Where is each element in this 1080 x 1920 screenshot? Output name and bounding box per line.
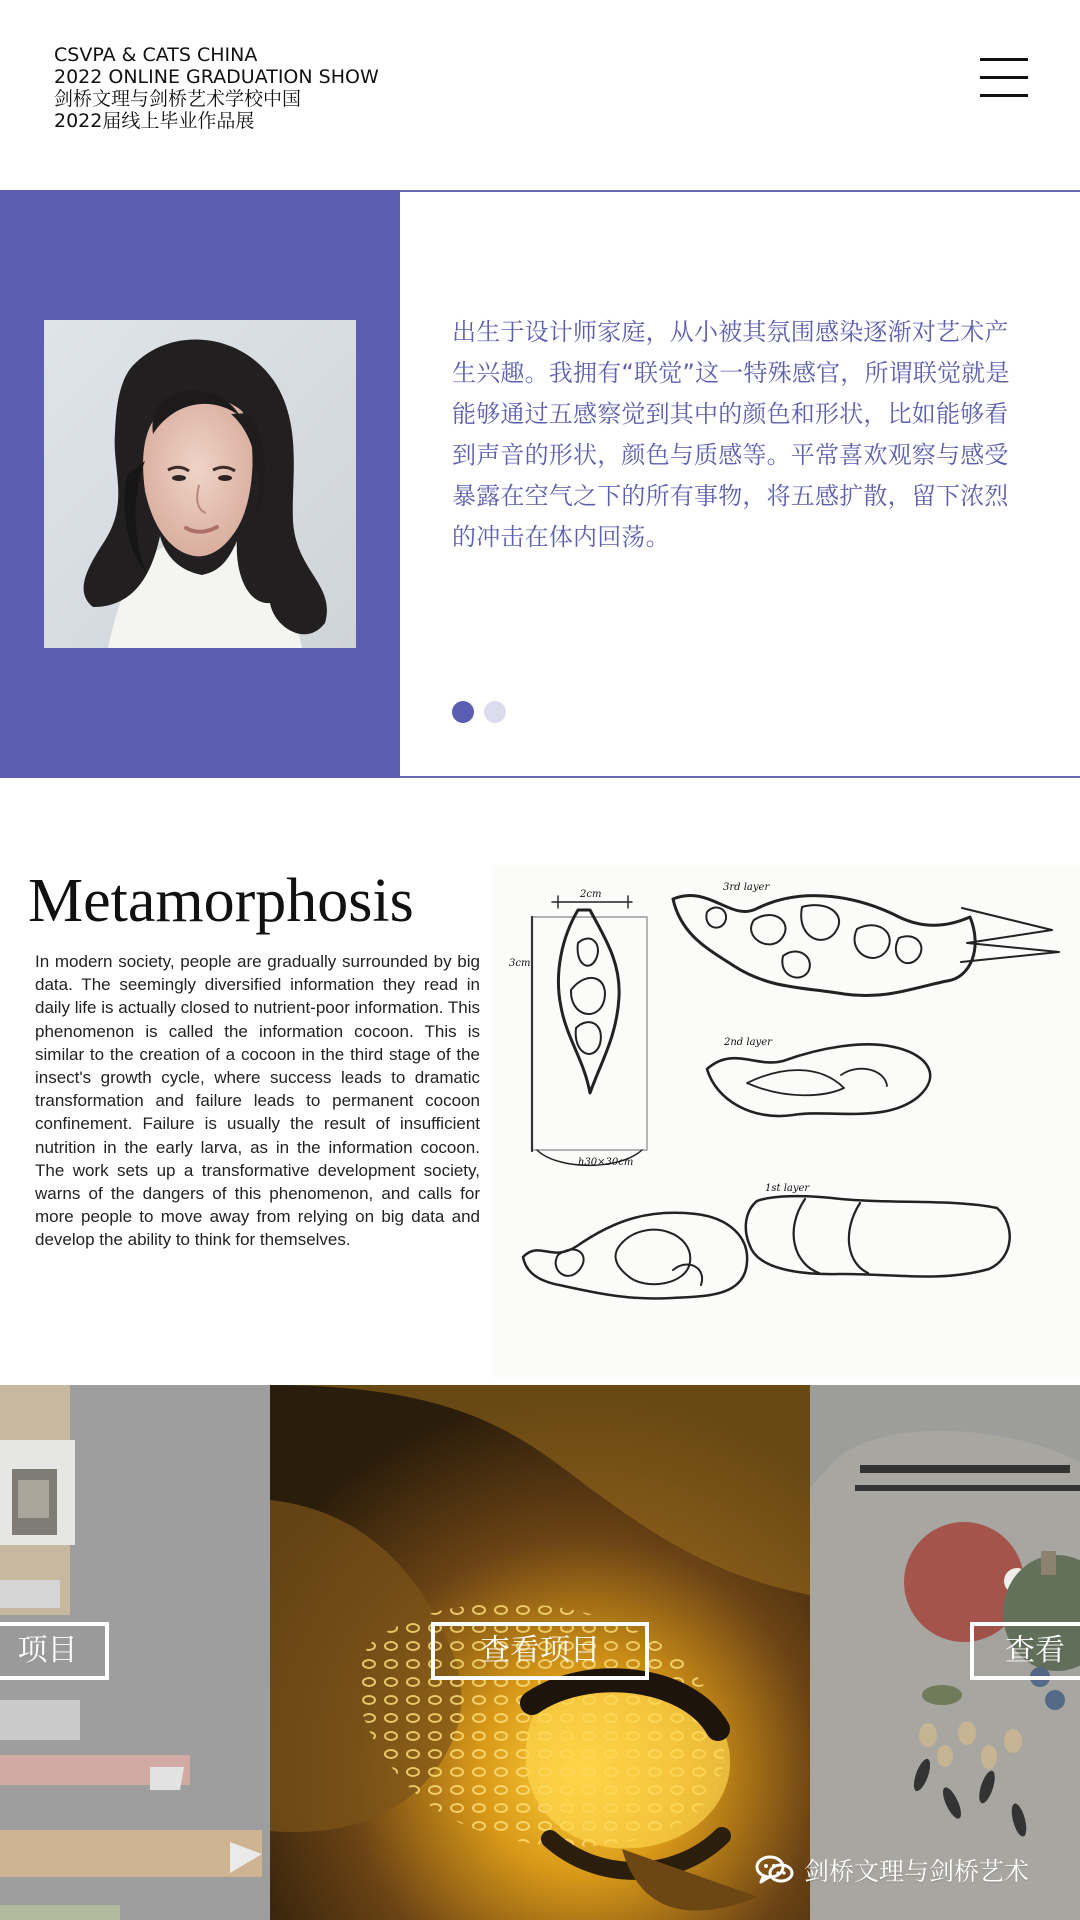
student-portrait [44,320,356,648]
project-card-center[interactable] [270,1385,810,1920]
sketch-note-vertical: 3cm [509,958,531,969]
sketch-note-bottom: h30×30cm [578,1157,634,1168]
brand-line-2: 2022 ONLINE GRADUATION SHOW [54,66,379,88]
sketch-note-top: 2cm [580,889,602,900]
sketch-drawing [492,865,1080,1377]
brand-line-1: CSVPA & CATS CHINA [54,44,258,66]
view-project-button-left[interactable]: 项目 [0,1622,109,1680]
brand-line-4: 2022届线上毕业作品展 [54,110,255,132]
student-bio: 出生于设计师家庭，从小被其氛围感染逐渐对艺术产生兴趣。我拥有“联觉”这一特殊感官，所谓联觉就是能够通过五感察觉到其中的颜色和形状，比如能够看到声音的形状，颜色与质感等。平常喜欢观察与感受暴露在空气之下的所有事物，将五感扩散，留下浓烈的冲击在体内回荡。 [452,318,1010,551]
artwork-sketches [492,865,1080,1377]
hamburger-menu-icon [980,94,1028,97]
view-project-button-center[interactable]: 查看项目 [431,1622,649,1680]
sketch-note-layer-3: 3rd layer [723,882,770,893]
sketch-note-layer-1: 1st layer [765,1183,810,1194]
watermark [754,1848,1029,1892]
wechat-icon [754,1853,796,1887]
site-brand[interactable] [54,44,494,132]
student-profile-section [0,190,1080,780]
brand-line-3: 剑桥文理与剑桥艺术学校中国 [54,88,302,110]
hamburger-menu-icon [980,58,1028,61]
carousel-dot-active[interactable] [452,701,474,723]
carousel-dot[interactable] [484,701,506,723]
menu-button[interactable] [980,58,1028,98]
watermark-label: 剑桥文理与剑桥艺术 [804,1857,1030,1886]
portrait-illustration [44,320,356,648]
view-project-button-right[interactable]: 查看 [970,1622,1080,1680]
site-header [0,0,1080,190]
hamburger-menu-icon [980,76,1028,79]
artwork-title: Metamorphosis [28,867,414,935]
artwork-description: In modern society, people are gradually surrounded by big data. The seemingly diversified information they read in daily life is actually closed to nutrient-poor information. This phenomenon is called the information cocoon. This is similar to the creation of a cocoon in the third stage of the insect's growth cycle, where success leads to dramatic transformation and failure leads to permanent cocoon confinement. Failure is usually the result of insufficient nutrition in the early larva, as in the information cocoon. The work sets up a transformative development society, warns of the dangers of this phenomenon, and calls for more people to move away from relying on big data and develop the ability to think for themselves. [35,952,480,1250]
artwork-section [0,865,1080,1385]
sketch-note-layer-2: 2nd layer [724,1037,772,1048]
project-card-right[interactable] [810,1385,1080,1920]
project-card-left[interactable] [0,1385,270,1920]
carousel-pagination [452,700,506,724]
project-carousel [0,1385,1080,1920]
